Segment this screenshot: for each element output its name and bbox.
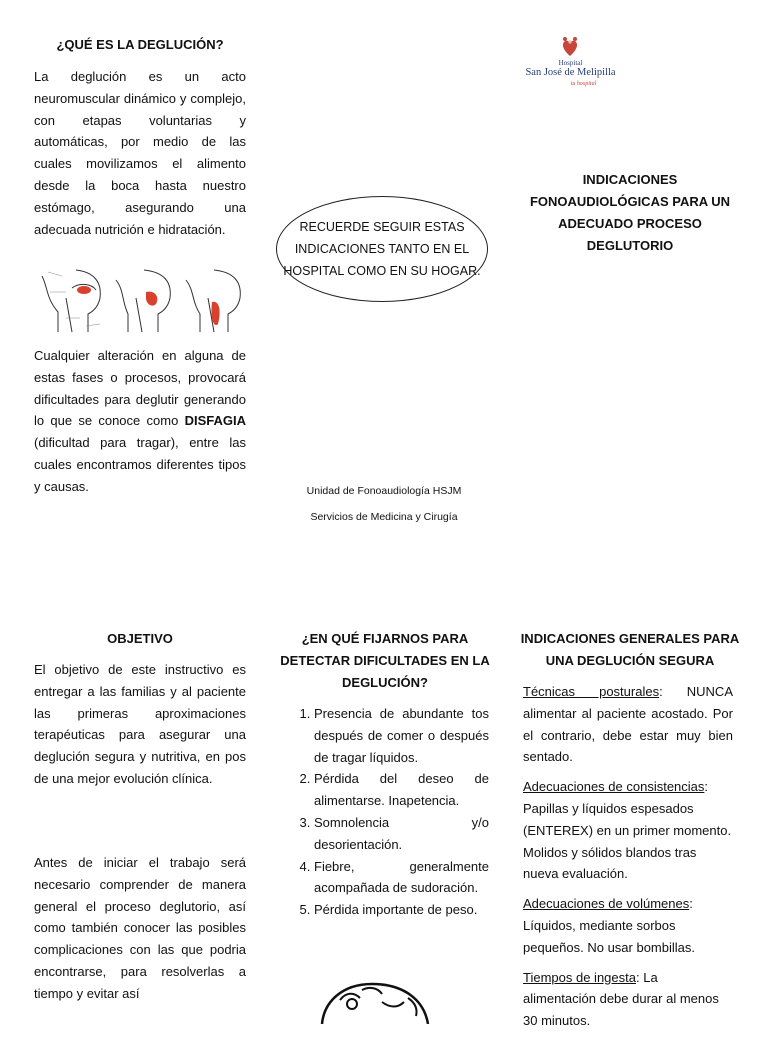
indication-label: Técnicas posturales <box>523 684 660 699</box>
signs-heading: ¿EN QUÉ FIJARNOS PARA DETECTAR DIFICULTADES EN LA DEGLUCIÓN? <box>280 631 490 690</box>
dysphagia-text-after: (dificultad para tragar), entre las cuales encontramos diferentes tipos y causas. <box>34 435 246 494</box>
hospital-logo <box>523 32 618 102</box>
swallowing-phases-illustration <box>36 268 248 334</box>
list-item: 2. Pérdida del deseo de alimentarse. Inapetencia. <box>314 768 489 812</box>
unit-name: Unidad de Fonoaudiología HSJM <box>306 485 462 497</box>
list-item: 1. Presencia de abundante tos después de comer o después de tragar líquidos. <box>314 703 489 768</box>
list-item: 4. Fiebre, generalmente acompañada de sudoración. <box>314 856 489 900</box>
general-indications-heading: INDICACIONES GENERALES PARA UNA DEGLUCIÓN SEGURA <box>520 631 740 668</box>
deglution-definition: La deglución es un acto neuromuscular dinámico y complejo, con etapas voluntarias y automáticas, por medio de las cuales movilizamos el alimento desde la boca hasta nuestro estómago, asegurando una adecuada nutrición e hidratación. <box>34 69 246 237</box>
face-drawing-icon <box>312 972 442 1024</box>
objective-heading: OBJETIVO <box>107 631 173 646</box>
indication-text: NUNCA alimentar al paciente acostado. Por el contrario, debe estar muy bien sentado. <box>523 684 733 765</box>
indication-time: Tiempos de ingesta: La alimentación debe durar al menos 30 minutos. <box>523 969 719 1029</box>
process-paragraph: Antes de iniciar el trabajo será necesario comprender de manera general el proceso deglutorio, así como también conocer las posibles complicaciones con las que podria encontrarse, para resolverlas a tiempo y evitar así <box>34 855 246 1001</box>
hospital-logo-icon <box>559 36 581 58</box>
reminder-text: RECUERDE SEGUIR ESTAS INDICACIONES TANTO EN EL HOSPITAL COMO EN SU HOGAR. <box>283 220 481 278</box>
logo-line-2: San José de Melipilla <box>525 67 616 78</box>
list-item: 5. Pérdida importante de peso. <box>314 899 489 921</box>
indication-volume: Adecuaciones de volúmenes: Líquidos, mediante sorbos pequeños. No usar bombillas. <box>523 896 695 955</box>
indication-consistency: Adecuaciones de consistencias: Papillas y líquidos espesados (ENTEREX) en un primer momento. Molidos y sólidos blandos tras nueva evaluación. <box>523 779 732 882</box>
dysphagia-term: DISFAGIA <box>184 413 246 429</box>
services-name: Servicios de Medicina y Cirugía <box>310 511 458 523</box>
logo-line-1: Hospital <box>558 59 583 67</box>
indication-posture: Técnicas posturales: NUNCA alimentar al paciente acostado. Por el contrario, debe estar muy bien sentado. <box>523 684 733 765</box>
indication-text: La alimentación debe durar al menos 30 minutos. <box>523 969 719 1029</box>
dysphagia-text-before: Cualquier alteración en alguna de estas fases o procesos, provocará dificultades para deglutir generando lo que se conoce como <box>34 348 246 429</box>
list-item: 3. Somnolencia y/o desorientación. <box>314 812 489 856</box>
reminder-ellipse <box>276 196 488 302</box>
objective-paragraph: El objetivo de este instructivo es entregar a las familias y al paciente las primeras aproximaciones terapéuticas para asegurar una deglución segura y nutritiva, en pos de una mejor evolución clínica. <box>34 662 246 786</box>
indication-text: Líquidos, mediante sorbos pequeños. No usar bombillas. <box>523 917 695 955</box>
brochure-title: INDICACIONES FONOAUDIOLÓGICAS PARA UN ADECUADO PROCESO DEGLUTORIO <box>529 172 731 253</box>
section-heading-deglution: ¿QUÉ ES LA DEGLUCIÓN? <box>56 37 224 52</box>
logo-line-3: tu hospital <box>570 81 597 87</box>
dysphagia-paragraph <box>34 345 246 498</box>
indication-text: Papillas y líquidos espesados (ENTEREX) en un primer momento. Molidos y sólidos blandos tras nueva evaluación. <box>523 800 732 882</box>
general-indications-list <box>523 681 733 1040</box>
indication-label: Adecuaciones de volúmenes <box>523 896 690 912</box>
indication-label: Adecuaciones de consistencias <box>523 779 705 795</box>
indication-label: Tiempos de ingesta <box>523 969 636 985</box>
signs-list <box>284 703 489 921</box>
